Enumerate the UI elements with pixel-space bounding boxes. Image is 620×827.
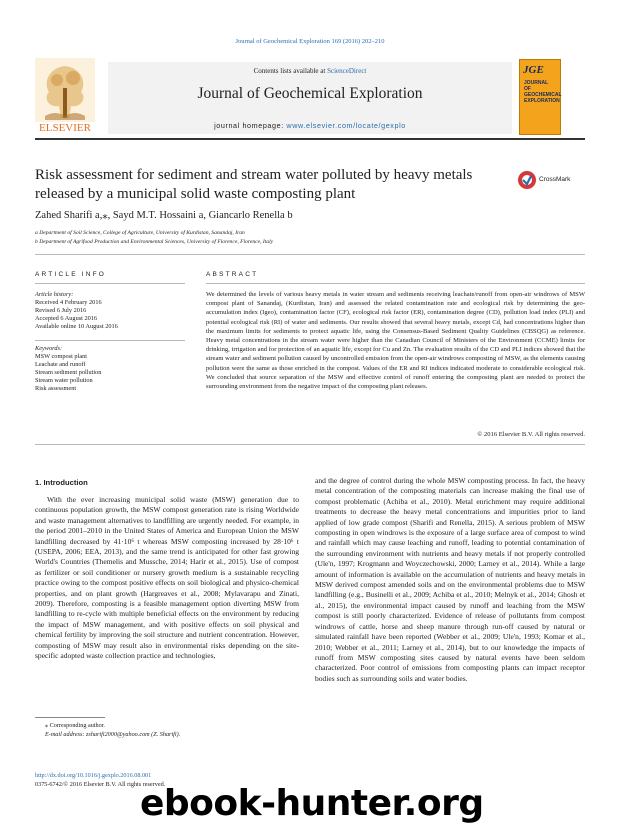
- affiliation-a: a Department of Soil Science, College of Agriculture, University of Kurdistan, Sanandaj, Iran: [35, 230, 245, 236]
- corresponding-author-note: ⁎ Corresponding author.: [45, 722, 105, 729]
- homepage-link[interactable]: www.elsevier.com/locate/gexplo: [286, 121, 406, 130]
- header-rule: [35, 138, 585, 140]
- doi-link[interactable]: http://dx.doi.org/10.1016/j.gexplo.2016.08.001: [35, 772, 152, 779]
- keywords-label: Keywords:: [35, 345, 63, 352]
- abstract-copyright: © 2016 Elsevier B.V. All rights reserved.: [477, 431, 585, 438]
- history-revised: Revised 6 July 2016: [35, 307, 87, 314]
- keyword-item: Leachate and runoff: [35, 361, 86, 368]
- history-accepted: Accepted 6 August 2016: [35, 315, 98, 322]
- abstract-rule: [206, 283, 585, 284]
- crossmark-icon: [517, 170, 537, 190]
- keywords: [35, 345, 185, 393]
- elsevier-logo: [35, 58, 95, 136]
- body-column-right: and the degree of control during the whole MSW composting process. In fact, the heavy metal concentration of the composting materials can increase making the final use of compost problematic (Achiba et al., 2010). Metal enrichment may require additional treatments to decrease the heavy metal concentrations and impurities prior to land applied of low grade compost (Sharifi and Renella, 2015). A serious problem of MSW composting in open windrows is the exposure of a large surface area of compost to wind and rainfall which may cause leaching and runoff, leading to potential contamination of the surrounding environment with nutrients and heavy metals if not properly controlled (Ule'n, 1997; Krogmann and Woyczechowski, 2000; Larney et al., 2014). While a large amount of information is available on the accumulation of nutrients and heavy metals in MSW derived compost amended soils and on the environmental problems due to MSW landfilling (e.g., Businelli et al., 2009; Achiba et al., 2010; Melnyk et al., 2014; Ghosh et al., 2015), the environmental impact caused by runoff and leaching from the MSW compost is still poorly characterized. Evidence of release of pollutants from compost windrows of cattle, horse and sheep manure through run-off caused by natural or simulated rainfall have been reported (Webber et al., 2009; Ule'n, 1993; Komar et al., 2010; Webber et al., 2011; Larney et al., 2014), but to our knowledge the impacts of runoff from MSW composting sites caused by natural events have been seldom characterized. Poor control of emissions from composting plants can impact receptor bodies such as surrounding soils and water bodies.: [315, 476, 585, 683]
- affiliation-rule: [35, 254, 585, 255]
- article-history: [35, 291, 185, 331]
- journal-citation[interactable]: Journal of Geochemical Exploration 169 (2016) 202–210: [235, 38, 385, 45]
- keyword-item: MSW compost plant: [35, 353, 88, 360]
- keyword-item: Risk assessment: [35, 385, 77, 392]
- article-info-heading: ARTICLE INFO: [35, 271, 107, 278]
- history-online: Available online 10 August 2016: [35, 323, 118, 330]
- contents-line: Contents lists available at ScienceDirect: [253, 67, 367, 75]
- crossmark-badge[interactable]: [517, 168, 577, 192]
- section-heading: 1. Introduction: [35, 478, 88, 487]
- keyword-item: Stream water pollution: [35, 377, 93, 384]
- cover-abbrev: JGE: [523, 64, 544, 76]
- history-label: Article history:: [35, 291, 74, 298]
- abstract-heading: ABSTRACT: [206, 271, 259, 278]
- history-received: Received 4 February 2016: [35, 299, 102, 306]
- journal-homepage: journal homepage: www.elsevier.com/locate/gexplo: [214, 121, 406, 130]
- watermark-banner: ebook-hunter.org: [140, 783, 484, 824]
- elsevier-wordmark: ELSEVIER: [39, 122, 91, 134]
- issn-line: 0375-6742/© 2016 Elsevier B.V. All rights reserved.: [35, 781, 166, 788]
- sciencedirect-link[interactable]: ScienceDirect: [327, 67, 367, 75]
- article-info-rule: [35, 283, 185, 284]
- crossmark-label: CrossMark: [539, 176, 571, 183]
- keywords-rule: [35, 340, 185, 341]
- journal-cover: [519, 59, 561, 135]
- abstract-bottom-rule: [35, 444, 585, 445]
- footnote-rule: [35, 717, 105, 718]
- article-title: Risk assessment for sediment and stream water polluted by heavy metals released by a municipal solid waste composting plant: [35, 167, 473, 202]
- body-column-left: With the ever increasing municipal solid waste (MSW) generation due to continuous population growth, the MSW compost generation rate is rising Worldwide and waste management alternatives to landfilling are urgently needed. For example, in the period 2001–2010 in the United States of America and European Union the MSW landfilling decreased by 41·10⁶ t whereas MSW composting increased by 28·10⁶ t (USEPA, 2006; EEA, 2013), and the same trend is anticipated for other fast growing World's Countries (Themelis and Mussche, 2014; Harir et al., 2015). Use of compost as fertilizer or soil conditioner or nursery growth medium is a sustainable recycling practice owing to the compost positive effects on soil biological and physico-chemical properties, and on plant growth (Hargreaves et al., 2008; Mylavarapu and Zinati, 2009). Therefore, composting is a feasible management option diverting MSW from landfilling to re-cycle with multiple beneficial effects on the environment by reducing the impact of MSW management, and with positive effects on soil physical and chemical fertility by improving the soil structure and nutrient concentration. However, composting of MSW may result also in environmental risks depending on the site-specific adopted waste collection practice and technologies,: [35, 495, 299, 661]
- email-address[interactable]: E-mail address: zsharifi2000@yahoo.com (Z. Sharifi).: [45, 731, 181, 738]
- abstract-text: We determined the levels of various heavy metals in water stream and sediments receiving leachate/runoff from open-air windrows of MSW compost plant of Sanandaj, (Kurdistan, Iran) and assessed the related contamination rate and ecological risk by determining the geo-accumulation index (Igeo), contamination factor (CF), ecological risk factor (ER), contamination degree (CD), pollution load index (PLI) and potential ecological risk (RI) of water and sediments. Our results showed that several heavy metals, except Cd, had concentrations higher than the maximum limits for sediments to protect aquatic life, using the Consensus-Based Sediment Quality Guidelines (CBSQG) as reference. Heavy metal concentrations in the stream water were higher than the Canadian Council of Ministers of the Environment (CCME) limits for drinking, irrigation and for protection of an aquatic life, except for Cu and Zn. The evaluation results of the CD and PLI indices showed that the stream water and sediment pollution caused by uncontrolled emission from the open-air windrows composting of MSW, as the elements causing pollution were the same as those enriched in the compost. Values of the ER and RI indices indicated moderate to considerable ecological risk. We concluded that source separation of the MSW and effective control of runoff entering the composting plant are needed to protect the surrounding environment from the negative impact of the composting plant releases.: [206, 291, 585, 391]
- cover-title: JOURNAL OF GEOCHEMICAL EXPLORATION: [524, 80, 562, 104]
- affiliation-b: b Department of Agrifood Production and Environmental Sciences, University of Florence, Florence, Italy: [35, 239, 274, 245]
- journal-title: Journal of Geochemical Exploration: [197, 85, 423, 102]
- keyword-item: Stream sediment pollution: [35, 369, 102, 376]
- author-list: Zahed Sharifi a,⁎, Sayd M.T. Hossaini a, Giancarlo Renella b: [35, 210, 293, 221]
